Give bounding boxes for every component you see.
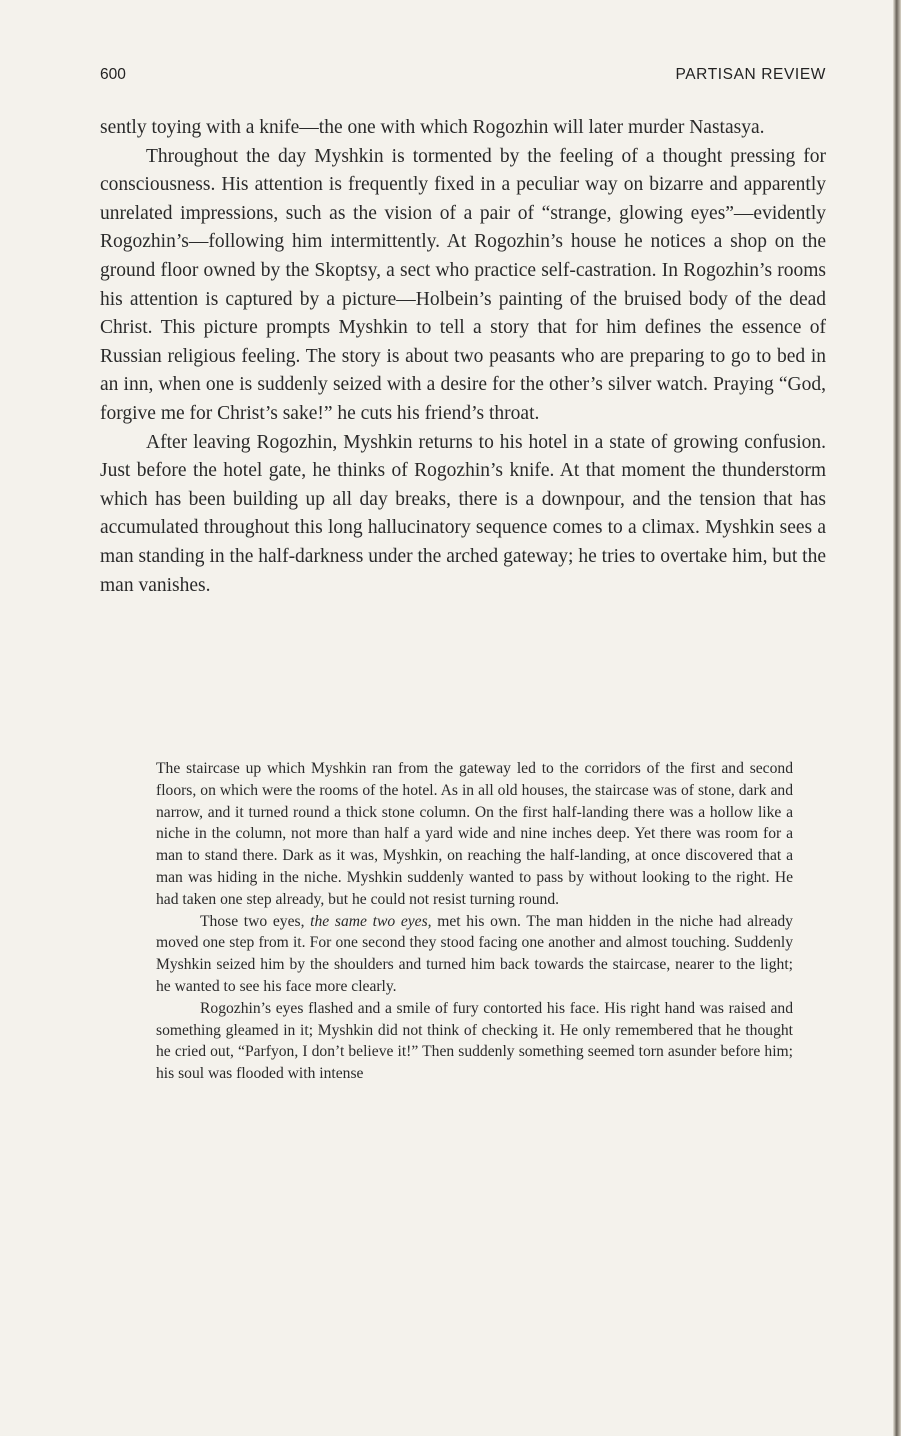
quote-paragraph: Rogozhin’s eyes flashed and a smile of fury contorted his face. His right hand was raised and something gleamed in it; Myshkin did not think of checking it. He only remembered that he thought he cried out, “Parfyon, I don’t believe it!” Then suddenly something seemed torn asunder before him; his soul was flooded with intense <box>156 999 793 1083</box>
block-quotation <box>156 758 793 1085</box>
quote-text: met his own. The man hidden in the niche had already moved one step from it. For one second they stood facing one another and almost touching. Suddenly Myshkin seized him by the shoulders and turned him back towards the staircase, nearer to the light; he wanted to see his face more clearly. <box>156 912 793 995</box>
quote-italic-text: the same two eyes, <box>310 912 432 930</box>
page-number: 600 <box>100 66 126 83</box>
main-text <box>100 114 826 600</box>
paragraph: After leaving Rogozhin, Myshkin returns to his hotel in a state of growing confusion. Just before the hotel gate, he thinks of Rogozhin’s knife. At that moment the thunderstorm which has been building up all day breaks, there is a downpour, and the tension that has accumulated throughout this long hallucinatory sequence comes to a climax. Myshkin sees a man standing in the half-darkness under the arched gateway; he tries to overtake him, but the man vanishes. <box>100 431 826 596</box>
paragraph: Throughout the day Myshkin is tormented by the feeling of a thought pressing for consciousness. His attention is frequently fixed in a peculiar way on bizarre and apparently unrelated impressions, such as the vision of a pair of “strange, glowing eyes”—evidently Rogozhin’s—following him intermittently. At Rogozhin’s house he notices a shop on the ground floor owned by the Skoptsy, a sect who practice self-castration. In Rogozhin’s rooms his attention is captured by a picture—Holbein’s painting of the bruised body of the dead Christ. This picture prompts Myshkin to tell a story that for him defines the essence of Russian religious feeling. The story is about two peasants who are preparing to go to bed in an inn, when one is suddenly seized with a desire for the other’s silver watch. Praying “God, forgive me for Christ’s sake!” he cuts his friend’s throat. <box>100 145 826 424</box>
quote-text: Those two eyes, <box>200 912 311 930</box>
running-header <box>100 66 826 86</box>
page-binding-edge <box>893 0 901 1436</box>
paragraph-continued: sently toying with a knife—the one with which Rogozhin will later murder Nastasya. <box>100 117 765 138</box>
quote-paragraph: The staircase up which Myshkin ran from the gateway led to the corridors of the first and second floors, on which were the rooms of the hotel. As in all old houses, the staircase was of stone, dark and narrow, and it turned round a thick stone column. On the first half-landing there was a hollow like a niche in the column, not more than half a yard wide and nine inches deep. Yet there was room for a man to stand there. Dark as it was, Myshkin, on reaching the half-landing, at once discovered that a man was hiding in the niche. Myshkin suddenly wanted to pass by without looking to the right. He had taken one step already, but he could not resist turning round. <box>156 760 793 908</box>
quote-paragraph <box>156 911 793 998</box>
journal-title: PARTISAN REVIEW <box>675 66 826 83</box>
